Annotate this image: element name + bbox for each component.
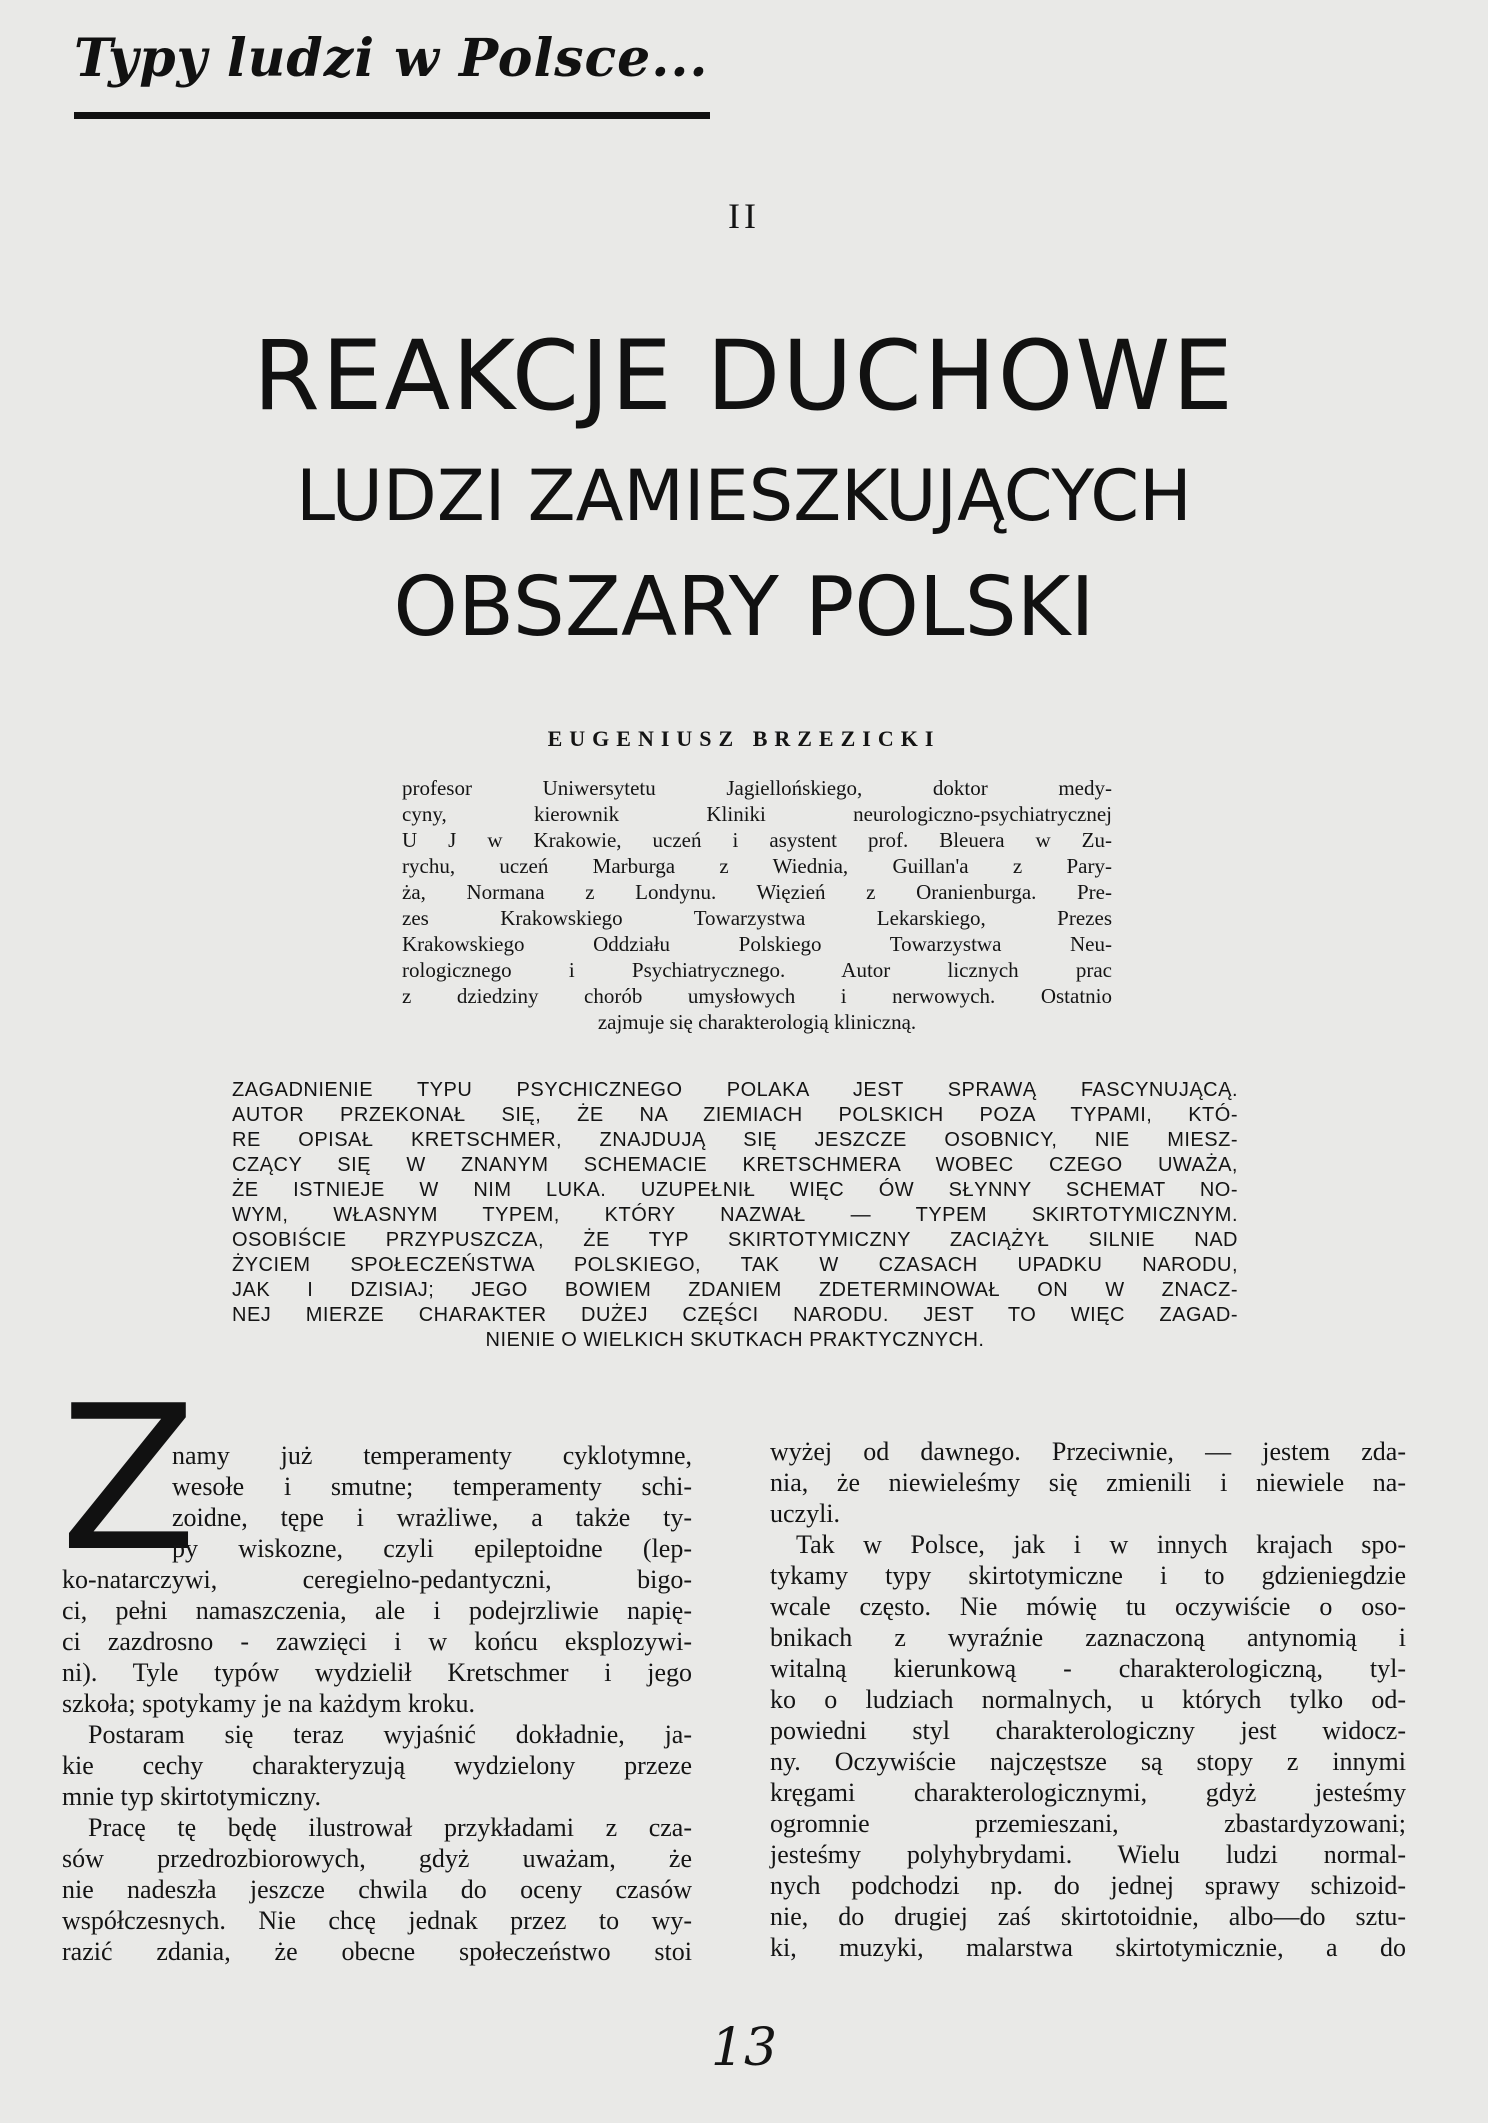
bio-line: profesor Uniwersytetu Jagiellońskiego, doktor medy- (402, 776, 1112, 800)
body-line: wyżej od dawnego. Przeciwnie, — jestem zda- (770, 1437, 1406, 1466)
body-column-left (62, 1440, 692, 1967)
body-line: py wiskozne, czyli epileptoidne (lep- (172, 1534, 692, 1563)
body-line: Pracę tę będę ilustrował przykładami z cza- (88, 1813, 692, 1842)
lead-line: ŻYCIEM SPOŁECZEŃSTWA POLSKIEGO, TAK W CZASACH UPADKU NARODU, (232, 1254, 1238, 1276)
body-line: kie cechy charakteryzują wydzielony przeze (62, 1751, 692, 1780)
bio-line: zajmuje się charakterologią kliniczną. (597, 1010, 917, 1034)
body-line: nie, do drugiej zaś skirtotoidnie, albo—do sztu- (770, 1902, 1406, 1931)
lead-line: RE OPISAŁ KRETSCHMER, ZNAJDUJĄ SIĘ JESZCZE OSOBNICY, NIE MIESZ- (232, 1129, 1238, 1151)
article-lead (232, 1078, 1238, 1353)
lead-line: JAK I DZISIAJ; JEGO BOWIEM ZDANIEM ZDETERMINOWAŁ ON W ZNACZ- (232, 1279, 1238, 1301)
body-line: ogromnie przemieszani, zbastardyzowani; (770, 1809, 1406, 1838)
author-name: EUGENIUSZ BRZEZICKI (547, 726, 941, 751)
body-line: powiedni styl charakterologiczny jest widocz- (770, 1716, 1406, 1745)
body-line: ko o ludziach normalnych, u których tylko od- (770, 1685, 1406, 1714)
page-number: 13 (710, 2018, 778, 2078)
body-line: Postaram się teraz wyjaśnić dokładnie, ja- (88, 1720, 692, 1749)
body-line: sów przedrozbiorowych, gdyż uważam, że (62, 1844, 692, 1873)
series-title: Typy ludzi w Polsce... (74, 28, 709, 89)
body-line: wcale często. Nie mówię tu oczywiście o oso- (770, 1592, 1406, 1621)
body-line: witalną kierunkową - charakterologiczną, tyl- (770, 1654, 1406, 1683)
body-line: ci zazdrosno - zawzięci i w końcu eksplozywi- (62, 1627, 692, 1656)
bio-line: rychu, uczeń Marburga z Wiednia, Guillan'a z Pary- (402, 854, 1112, 878)
bio-line: cyny, kierownik Kliniki neurologiczno-psychiatrycznej (402, 802, 1112, 826)
body-line: razić zdania, że obecne społeczeństwo stoi (62, 1937, 692, 1966)
lead-line: NEJ MIERZE CHARAKTER DUŻEJ CZĘŚCI NARODU. JEST TO WIĘC ZAGAD- (232, 1304, 1238, 1326)
body-line: ko-natarczywi, ceregielno-pedantyczni, bigo- (62, 1565, 692, 1594)
lead-line: CZĄCY SIĘ W ZNANYM SCHEMACIE KRETSCHMERA WOBEC CZEGO UWAŻA, (232, 1154, 1238, 1176)
body-line: kręgami charakterologicznymi, gdyż jesteśmy (770, 1778, 1406, 1807)
body-line: Tak w Polsce, jak i w innych krajach spo- (796, 1530, 1406, 1559)
body-line: ny. Oczywiście najczęstsze są stopy z innymi (770, 1747, 1406, 1776)
body-line: tykamy typy skirtotymiczne i to gdzieniegdzie (770, 1561, 1406, 1590)
bio-line: zes Krakowskiego Towarzystwa Lekarskiego, Prezes (402, 906, 1112, 930)
part-number: II (728, 196, 760, 236)
drop-cap: Z (60, 1363, 198, 1596)
body-line: bnikach z wyraźnie zaznaczoną antynomią i (770, 1623, 1406, 1652)
body-line: nie nadeszła jeszcze chwila do oceny czasów (62, 1875, 692, 1904)
body-line: mnie typ skirtotymiczny. (62, 1782, 321, 1811)
bio-line: z dziedziny chorób umysłowych i nerwowych. Ostatnio (402, 984, 1112, 1008)
body-line: namy już temperamenty cyklotymne, (172, 1441, 692, 1470)
body-line: nia, że niewieleśmy się zmienili i niewiele na- (770, 1468, 1406, 1497)
headline-line-3: OBSZARY POLSKI (393, 560, 1095, 655)
lead-line: WYM, WŁASNYM TYPEM, KTÓRY NAZWAŁ — TYPEM SKIRTOTYMICZNYM. (232, 1204, 1238, 1226)
bio-line: ża, Normana z Londynu. Więzień z Oranienburga. Pre- (402, 880, 1112, 904)
body-line: nych podchodzi np. do jednej sprawy schizoid- (770, 1871, 1406, 1900)
body-line: współczesnych. Nie chcę jednak przez to wy- (62, 1906, 692, 1935)
author-bio (402, 775, 1112, 1035)
body-line: wesołe i smutne; temperamenty schi- (172, 1472, 692, 1501)
body-line: ci, pełni namaszczenia, ale i podejrzliwie napię- (62, 1596, 692, 1625)
body-line: ni). Tyle typów wydzielił Kretschmer i jego (62, 1658, 692, 1687)
headline-line-1: REAKCJE DUCHOWE (253, 320, 1235, 432)
body-line: jesteśmy polyhybrydami. Wielu ludzi normal- (770, 1840, 1406, 1869)
title-underline (74, 112, 710, 119)
lead-line: NIENIE O WIELKICH SKUTKACH PRAKTYCZNYCH. (485, 1329, 985, 1351)
bio-line: U J w Krakowie, uczeń i asystent prof. Bleuera w Zu- (402, 828, 1112, 852)
lead-line: ZAGADNIENIE TYPU PSYCHICZNEGO POLAKA JEST SPRAWĄ FASCYNUJĄCĄ. (232, 1079, 1238, 1101)
body-line: uczyli. (770, 1499, 841, 1528)
bio-line: Krakowskiego Oddziału Polskiego Towarzystwa Neu- (402, 932, 1112, 956)
body-line: zoidne, tępe i wrażliwe, a także ty- (172, 1503, 692, 1532)
body-column-right (770, 1436, 1406, 1963)
lead-line: ŻE ISTNIEJE W NIM LUKA. UZUPEŁNIŁ WIĘC ÓW SŁYNNY SCHEMAT NO- (232, 1179, 1238, 1201)
lead-line: AUTOR PRZEKONAŁ SIĘ, ŻE NA ZIEMIACH POLSKICH POZA TYPAMI, KTÓ- (232, 1104, 1238, 1126)
body-line: szkoła; spotykamy je na każdym kroku. (62, 1689, 476, 1718)
body-line: ki, muzyki, malarstwa skirtotymicznie, a do (770, 1933, 1406, 1962)
bio-line: rologicznego i Psychiatrycznego. Autor licznych prac (402, 958, 1112, 982)
headline-line-2: LUDZI ZAMIESZKUJĄCYCH (296, 455, 1192, 537)
lead-line: OSOBIŚCIE PRZYPUSZCZA, ŻE TYP SKIRTOTYMICZNY ZACIĄŻYŁ SILNIE NAD (232, 1229, 1238, 1251)
